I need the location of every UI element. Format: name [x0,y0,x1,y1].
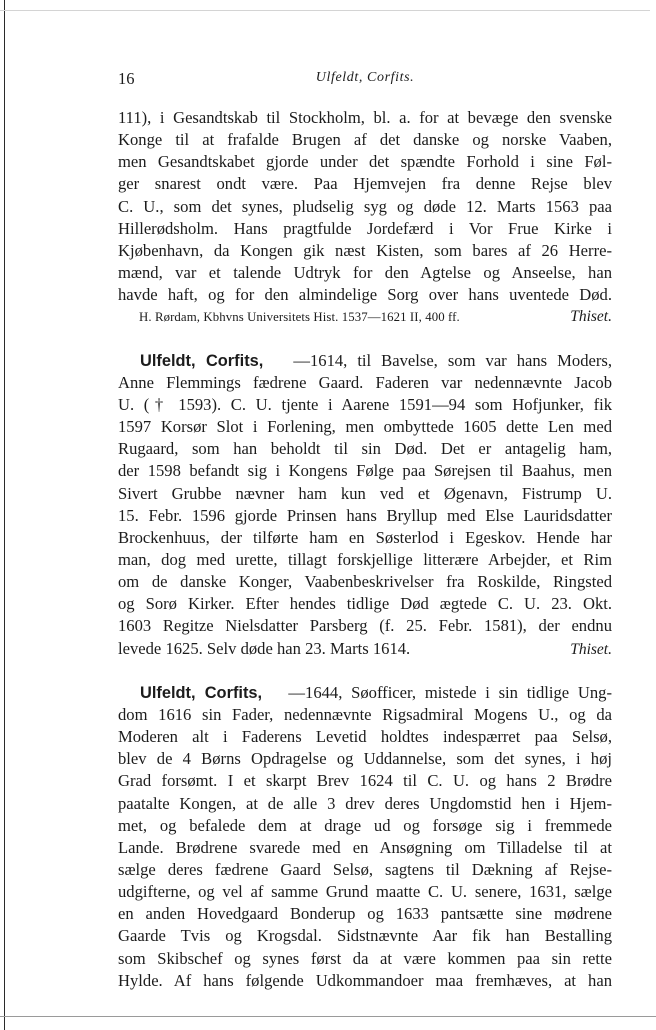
text-line: paatalte Kongen, at de alle 3 drev deres Ungdomstid hen i Hjem- [118,793,612,813]
entry-heading: Ulfeldt, Corfits, [140,351,264,370]
text-line: blev de 4 Børns Opdragelse og Uddannelse, som det synes, i høj [118,749,612,769]
text-line: dom 1616 sin Fader, nedennævnte Rigsadmiral Mogens U., og da [118,704,612,724]
text-line [118,350,612,372]
text-line: Konge til at frafalde Brugen af det danske og norske Vaaben, [118,130,612,150]
source-line [118,306,612,328]
entry-heading-rest: —1614, til Bavelse, som var hans Moders, [293,350,612,370]
text-line: Grad forsømt. I et skarpt Brev 1624 til C. U. og hans 2 Brødre [118,771,612,791]
text-line: ger snarest ondt være. Paa Hjemvejen fra denne Rejse blev [118,174,612,194]
text-line: en anden Hovedgaard Bonderup og 1633 pantsætte sine mødrene [118,904,612,924]
text-line: 1597 Korsør Slot i Forlening, men ombyttede 1605 dette Len med [118,417,612,437]
text-line: Brockenhuus, der tilførte ham en Søsterlod i Egeskov. Hende har [118,527,612,547]
text-line: Lande. Brødrene svarede med en Ansøgning om Tilladelse til at [118,837,612,857]
page-edge-top [0,10,650,11]
page-edge-bottom [0,1016,656,1017]
running-head [118,69,612,91]
text-line: om de danske Konger, Vaabenbeskrivelser fra Roskilde, Ringsted [118,572,612,592]
text-line: 15. Febr. 1596 gjorde Prinsen hans Bryllup med Else Lauridsdatter [118,505,612,525]
entry-ulfeldt-corfits-1614 [118,350,612,661]
text-line: man, dog med urette, tillagt forskjellige litterære Arbejder, et Rim [118,549,612,569]
text-line: C. U., som det synes, pludselig syg og døde 12. Marts 1563 paa [118,196,612,216]
text-line: 111), i Gesandtskab til Stockholm, bl. a. for at bevæge den svenske [118,108,612,127]
text-line: udgifterne, og vel af samme Grund maatte C. U. senere, 1631, sælge [118,882,612,902]
entry-ulfeldt-corfits-1644 [118,682,612,992]
text-line: U. († 1593). C. U. tjente i Aarene 1591—94 som Hofjunker, fik [118,394,612,414]
text-line: som Skibschef og synes først da at være kommen paa sin rette [118,948,612,968]
text-line: men Gesandtskabet gjorde under det spændte Forhold i sine Føl- [118,152,612,172]
text-line: levede 1625. Selv døde han 23. Marts 1614. [118,638,411,658]
running-title: Ulfeldt, Corfits. [315,70,415,85]
page-number: 16 [118,69,135,88]
entry-heading: Ulfeldt, Corfits, [140,683,263,702]
text-line: Rugaard, som han beholdt til sin Død. Det er antagelig ham, [118,439,612,459]
text-line: Sivert Grubbe nævner ham kun ved et Øgenavn, Fistrump U. [118,483,612,503]
body-text [118,107,612,992]
text-line: met, og befalede dem at drage ud og forsøge sig i fremmede [118,815,612,835]
last-line [118,638,612,661]
text-line: Hylde. Af hans følgende Udkommandoer maa fremhæves, at han [118,970,612,990]
text-line: Gaarde Tvis og Krogsdal. Sidstnævnte Aar fik han Bestalling [118,926,612,946]
text-line [118,682,612,704]
text-line: der 1598 befandt sig i Kongens Følge paa Sørejsen til Baahus, men [118,461,612,481]
text-line: 1603 Regitze Nielsdatter Parsberg (f. 25. Febr. 1581), der endnu [118,616,612,636]
author-signature: Thiset. [570,640,612,658]
author-signature: Thiset. [570,308,612,326]
text-line: sælge deres fædrene Gaard Selsø, sagtens til Dækning af Rejse- [118,860,612,879]
entry-continuation [118,107,612,329]
text-line: Hillerødsholm. Hans pragtfulde Jordefærd i Vor Frue Kirke i [118,218,612,238]
text-line: havde haft, og for den almindelige Sorg over hans uventede Død. [118,285,612,305]
text-line: Anne Flemmings fædrene Gaard. Faderen var nedennævnte Jacob [118,372,612,392]
source-reference: H. Rørdam, Kbhvns Universitets Hist. 1537—1621 II, 400 ff. [139,310,460,325]
text-line: og Sorø Kirker. Efter hendes tidlige Død ægtede C. U. 23. Okt. [118,594,612,614]
page-edge-left [4,0,5,1030]
entry-heading-rest: —1644, Søofficer, mistede i sin tidlige Ung- [288,682,612,702]
text-line: Kjøbenhavn, da Kongen gik næst Kisten, som bares af 26 Herre- [118,240,612,260]
text-line: mænd, var et talende Udtryk for den Agtelse og Anseelse, han [118,263,612,283]
text-line: Moderen alt i Faderens Levetid holdtes indespærret paa Selsø, [118,727,612,747]
